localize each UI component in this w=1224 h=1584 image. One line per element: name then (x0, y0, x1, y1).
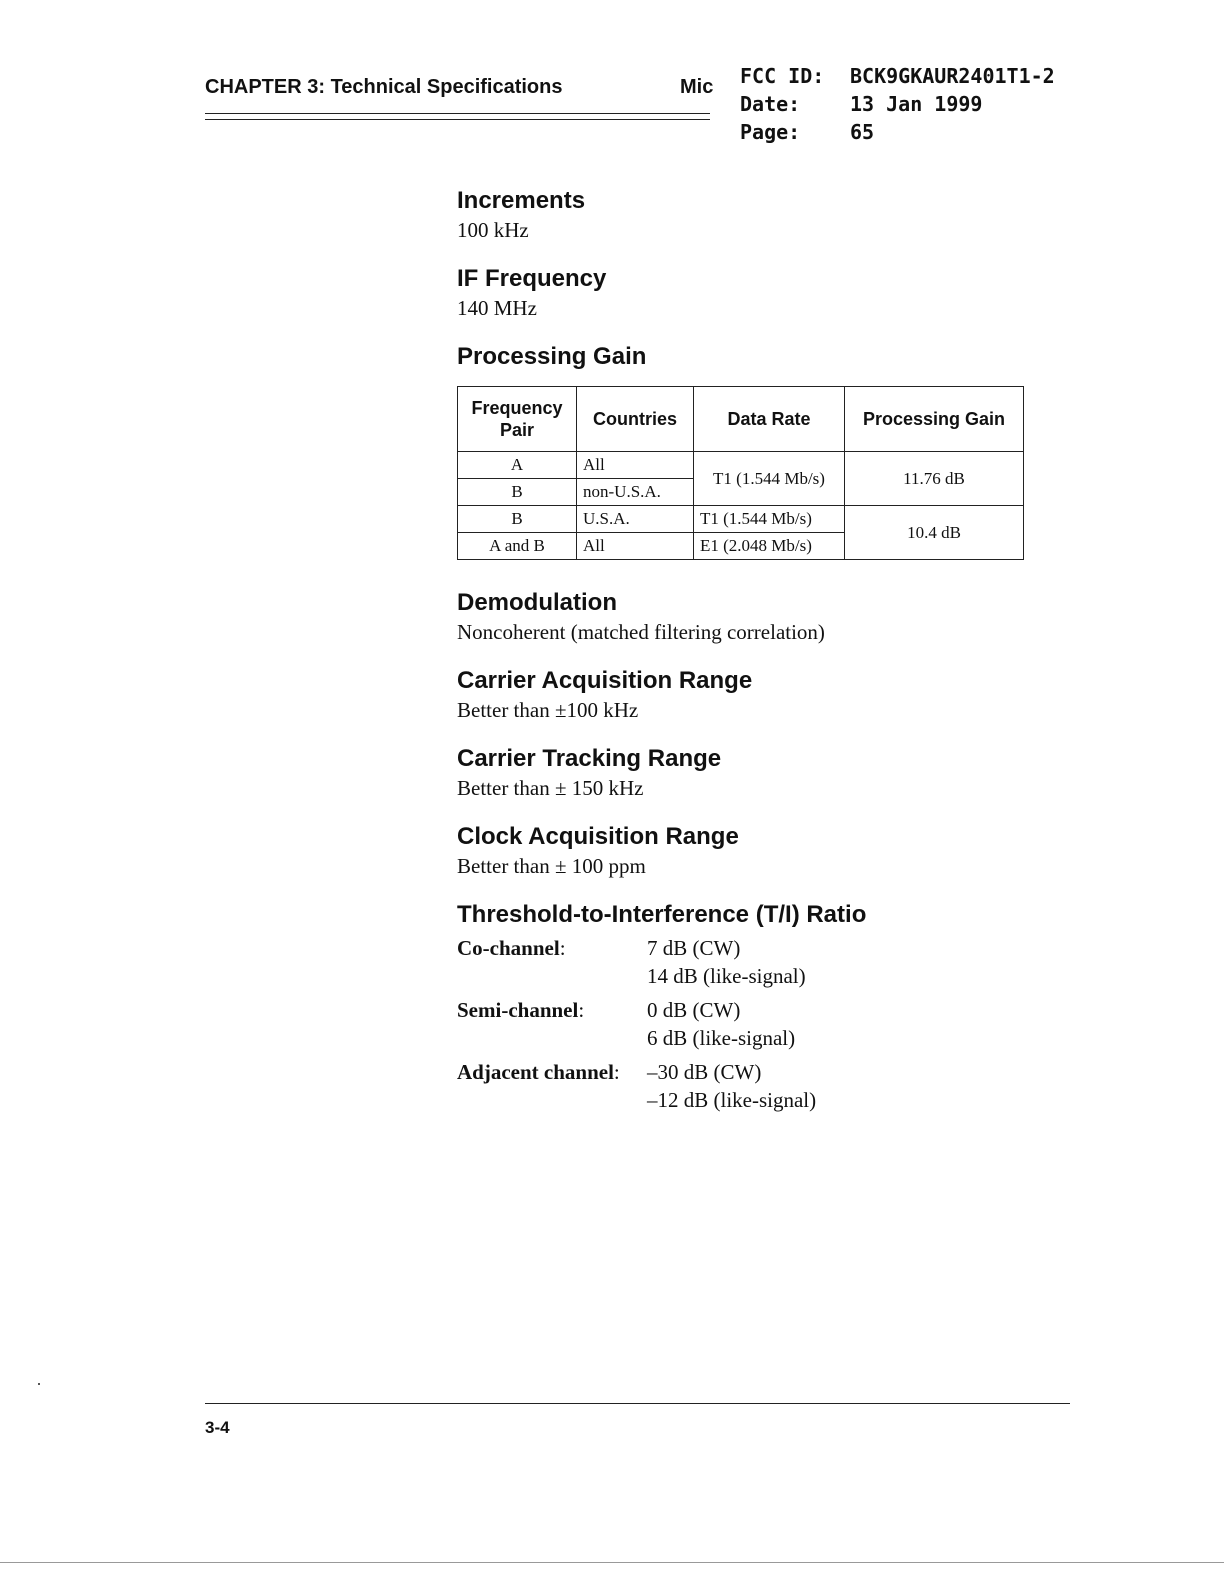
section-text: Better than ± 150 kHz (457, 776, 644, 800)
cell-gain: 11.76 dB (845, 452, 1024, 506)
ti-label-wrap (457, 1058, 647, 1114)
header-frequency-pair: Frequency Pair (458, 387, 577, 452)
ti-values (647, 1058, 816, 1114)
scan-bottom-edge (0, 1562, 1224, 1563)
section-title: Carrier Acquisition Range (457, 667, 753, 694)
header-processing-gain: Processing Gain (845, 387, 1024, 452)
cell-country: All (577, 533, 694, 560)
truncated-header-text: Mic (680, 76, 714, 98)
cell-rate: T1 (1.544 Mb/s) (694, 506, 845, 533)
section-title: Demodulation (457, 589, 617, 616)
cell-country: All (577, 452, 694, 479)
ti-label: Co-channel (457, 936, 560, 960)
ti-value-cw: 0 dB (CW) (647, 998, 741, 1022)
header-data-rate: Data Rate (694, 387, 845, 452)
section-title: IF Frequency (457, 265, 607, 292)
ti-value-cw: 7 dB (CW) (647, 936, 741, 960)
section-carrier-acquisition (457, 666, 1077, 724)
table-row (458, 506, 1024, 533)
section-if-frequency (457, 264, 1077, 322)
cell-pair: A and B (458, 533, 577, 560)
footer-rule (205, 1403, 1070, 1404)
table-header-row (458, 387, 1024, 452)
section-text: 140 MHz (457, 296, 537, 320)
page-label: Page: (740, 120, 801, 144)
ti-adjacent-channel (457, 1058, 1077, 1114)
ti-value-cw: –30 dB (CW) (647, 1060, 762, 1084)
ti-label: Semi-channel (457, 998, 579, 1022)
section-title: Carrier Tracking Range (457, 745, 722, 772)
cell-pair: A (458, 452, 577, 479)
section-processing-gain (457, 342, 1077, 560)
cell-rate: E1 (2.048 Mb/s) (694, 533, 845, 560)
header-rule-bottom (205, 119, 710, 120)
ti-values (647, 934, 806, 990)
chapter-heading: CHAPTER 3: Technical Specifications (205, 76, 563, 98)
section-clock-acquisition (457, 822, 1077, 880)
section-title: Processing Gain (457, 343, 647, 370)
ti-value-like: 6 dB (like-signal) (647, 1026, 796, 1050)
cell-country: U.S.A. (577, 506, 694, 533)
section-demodulation (457, 588, 1077, 646)
section-text: Better than ± 100 ppm (457, 854, 646, 878)
cell-pair: B (458, 506, 577, 533)
ti-label: Adjacent channel (457, 1060, 614, 1084)
fcc-id-label: FCC ID: (740, 64, 825, 88)
ti-colon: : (578, 998, 585, 1022)
ti-co-channel (457, 934, 1077, 990)
cell-rate: T1 (1.544 Mb/s) (694, 452, 845, 506)
section-title: Increments (457, 187, 586, 214)
section-carrier-tracking (457, 744, 1077, 802)
ti-semi-channel (457, 996, 1077, 1052)
ti-value-like: –12 dB (like-signal) (647, 1088, 817, 1112)
table-row (458, 452, 1024, 479)
date-value: 13 Jan 1999 (850, 92, 983, 116)
section-text: 100 kHz (457, 218, 529, 242)
page-value: 65 (850, 120, 875, 144)
ti-value-like: 14 dB (like-signal) (647, 964, 806, 988)
page-line (740, 118, 1055, 146)
section-title: Threshold-to-Interference (T/I) Ratio (457, 901, 867, 928)
ti-label-wrap (457, 996, 647, 1052)
cell-country: non-U.S.A. (577, 479, 694, 506)
date-line (740, 90, 1055, 118)
section-title: Clock Acquisition Range (457, 823, 739, 850)
ti-colon: : (613, 1060, 620, 1084)
section-ti-ratio (457, 900, 1077, 1114)
date-label: Date: (740, 92, 801, 116)
fcc-id-line (740, 62, 1055, 90)
section-text: Noncoherent (matched filtering correlation) (457, 620, 825, 644)
fcc-stamp (740, 62, 1055, 146)
spec-content (457, 186, 1077, 1120)
header-rule-top (205, 113, 710, 114)
ti-label-wrap (457, 934, 647, 990)
section-increments (457, 186, 1077, 244)
processing-gain-table (457, 386, 1024, 560)
ti-values (647, 996, 795, 1052)
section-text: Better than ±100 kHz (457, 698, 639, 722)
header-countries: Countries (577, 387, 694, 452)
ti-colon: : (559, 936, 566, 960)
fcc-id-value: BCK9GKAUR2401T1-2 (850, 64, 1055, 88)
cell-gain: 10.4 dB (845, 506, 1024, 560)
scan-speck (38, 1383, 40, 1385)
cell-pair: B (458, 479, 577, 506)
page-number: 3-4 (205, 1418, 230, 1437)
